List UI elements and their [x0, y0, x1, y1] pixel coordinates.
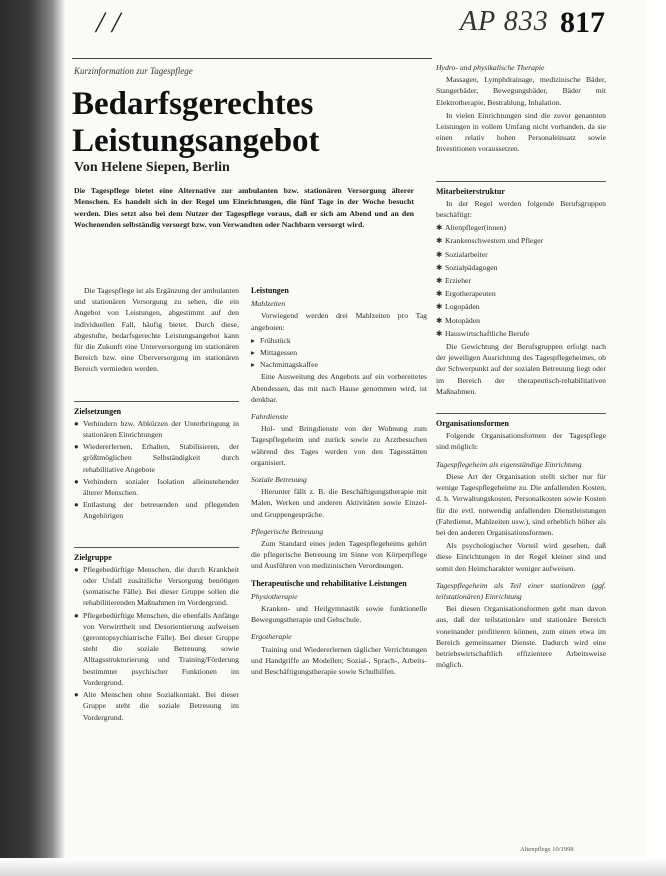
- list-item: ✱ Erzieher: [436, 276, 472, 286]
- list-item: ✱ Hauswirtschaftliche Berufe: [436, 328, 530, 338]
- goals-heading: Zielsetzungen: [74, 406, 122, 416]
- asterisk-icon: ✱: [436, 315, 443, 325]
- meals-text: Vorwiegend werden drei Mahlzeiten pro Tag angeboten:: [251, 311, 427, 332]
- bullet-icon: ●: [74, 564, 79, 574]
- target-list: [74, 564, 239, 723]
- org-intro: Folgende Organisationsformen der Tagespflege sind möglich:: [436, 431, 606, 452]
- transport-heading: Fahrdienste: [251, 412, 288, 422]
- bullet-icon: ●: [74, 500, 79, 510]
- org1-text: Diese Art der Organisation stellt sicher nur für wenige Tagespflegeheime zu. Die anfallenden Kosten, d. h. Verwaltungskosten, Personalkosten sowie Kosten für die evtl. notwendig anfallenden Dienstleistungen (Fahrdienst, Mahlzeiten usw.), sind erheblich höher als bei den anderen Organisationsformen.: [436, 471, 606, 537]
- article-title: Bedarfsgerechtes Leistungsangebot: [72, 86, 320, 159]
- staff-heading: Mitarbeiterstruktur: [436, 186, 505, 196]
- asterisk-icon: ✱: [436, 328, 443, 338]
- asterisk-icon: ✱: [436, 223, 443, 233]
- asterisk-icon: ✱: [436, 262, 443, 272]
- header-rule: [72, 58, 432, 59]
- meals-list: [251, 335, 427, 371]
- social-text: Hierunter fällt z. B. die Beschäftigungstherapie mit Malen, Werken und anderen Aktivitäten sowie Einzel- und Gruppengespräche.: [251, 487, 427, 519]
- footer-stamp: Altenpflege 10/1998: [520, 846, 574, 853]
- org1-note: Als psychologischer Vorteil wird gesehen, daß diese Einrichtungen in der Regel kleiner sind und somit den Heimcharakter weniger aufweisen.: [436, 541, 606, 573]
- staff-intro: In der Regel werden folgende Berufsgruppen beschäftigt:: [436, 198, 606, 220]
- list-item: ▸ Mittagessen: [251, 348, 298, 358]
- bullet-icon: ●: [74, 418, 79, 428]
- ergo-text: Training und Wiedererlernen täglicher Verrichtungen und Handgriffe an Modellen; Sozial-, Sprach-, Arbeits- und Beschäftigungstherapie sowie Schulhilfen.: [251, 644, 427, 677]
- bullet-icon: ●: [74, 610, 79, 620]
- bullet-icon: ▸: [251, 348, 255, 358]
- list-item: ✱ Motopäden: [436, 315, 481, 325]
- physio-text: Kranken- und Heilgymnastik sowie funktionelle Bewegungstherapie und Gehschule.: [251, 604, 427, 625]
- bullet-icon: ●: [74, 690, 79, 700]
- bullet-icon: ●: [74, 476, 79, 486]
- section-rule: [74, 547, 239, 548]
- handwritten-code: AP 833: [460, 6, 549, 37]
- column-1: [74, 285, 239, 724]
- list-item: ✱ Ergotherapeuten: [436, 289, 496, 299]
- hydro-note: In vielen Einrichtungen sind die zuvor genannten Leistungen in vollem Umfang nicht vorhanden, da sie einen relativ hohen Personaleinsatz sowie Investitionen voraussetzen.: [436, 110, 606, 154]
- article-author: Von Helene Siepen, Berlin: [74, 160, 230, 175]
- asterisk-icon: ✱: [436, 236, 443, 246]
- list-item: ✱ Krankenschwestern und Pfleger: [436, 236, 544, 246]
- bullet-icon: ●: [74, 442, 79, 452]
- list-item: ● Wiedererlernen, Erhalten, Stabilisieren, der größtmöglichen Selbständigkeit durch rehabilitative Angebote: [74, 442, 239, 474]
- staff-note: Die Gewichtung der Berufsgruppen erfolgt nach der jeweiligen Ausrichtung des Tagespflegeheimes, ob der Schwerpunkt auf der sozialen Betreuung liegt oder im Bereich der therapeutisch-rehabilitativen Maßnahmen.: [436, 342, 606, 396]
- list-item: ▸ Nachmittagskaffee: [251, 360, 318, 370]
- kicker: Kurzinformation zur Tagespflege: [74, 66, 193, 76]
- physio-heading: Physiotherapie: [251, 591, 298, 601]
- scan-bottom-edge: [0, 858, 666, 876]
- meals-note: Eine Ausweitung des Angebots auf ein vorbereitetes Abendessen, das mit nach Hause genommen wird, ist denkbar.: [251, 372, 427, 404]
- list-item: ● Alte Menschen ohne Sozialkontakt. Bei dieser Gruppe steht die soziale Betreuung im Vordergrund.: [74, 690, 239, 722]
- section-rule: [436, 181, 606, 182]
- hydro-text: Massagen, Lymphdrainage, medizinische Bäder, Stangerbäder, Bewegungsbäder, Bäder mit Elektrotherapie, Bestrahlung, Inhalation.: [436, 75, 606, 107]
- hydro-heading: Hydro- und physikalische Therapie: [436, 63, 545, 72]
- section-rule: [436, 413, 606, 414]
- list-item: ● Verhindern bzw. Abkürzen der Unterbringung in stationären Einrichtungen: [74, 418, 239, 440]
- therapy-heading: Therapeutische und rehabilitative Leistungen: [251, 578, 407, 588]
- org-heading: Organisationsformen: [436, 419, 509, 429]
- staff-list: [436, 222, 606, 339]
- section-rule: [74, 401, 239, 402]
- intro-paragraph: Die Tagespflege ist als Ergänzung der ambulanten und stationären Versorgung zu sehen, die ein Angebot von Leistungen, abgestimmt auf den individuellen Fall, häufig bietet. Durch diese, abgestufte, bedarfsgerechte Leistungsangebot kann für die Zukunft eine Unterversorgung im stationären Bereich bzw. eine Überversorgung im stationären Bereich vermieden werden.: [74, 286, 239, 374]
- transport-text: Hol- und Bringdienste von der Wohnung zum Tagespflegeheim und zurück sowie zu Arztbesuchen während des Tages werden von den Tagesstätten organisiert.: [251, 424, 427, 467]
- asterisk-icon: ✱: [436, 276, 443, 286]
- list-item: ● Pflegebedürftige Menschen, die durch Krankheit oder Unfall zusätzliche Versorgung benötigen (somatische Fälle). Bei dieser Gruppe sollen die rehabilitierenden Maßnahmen im Vordergrund.: [74, 564, 239, 608]
- list-item: ✱ Logopäden: [436, 302, 480, 312]
- asterisk-icon: ✱: [436, 302, 443, 312]
- org1-heading: Tagespflegeheim als eigenständige Einrichtung: [436, 459, 582, 469]
- list-item: ● Pflegebedürftige Menschen, die ebenfalls Anfänge von Verwirrtheit und Desorientierung aufweisen (gerontopsychiatrische Fälle). Bei dieser Gruppe steht die soziale Betreuung sowie Alltagsstrukturierung und Training/Förderung bestimmter psychischer Funktionen im Vordergrund.: [74, 610, 239, 687]
- list-item: ● Entlastung der betreuenden und pflegenden Angehörigen: [74, 500, 239, 521]
- social-heading: Soziale Betreuung: [251, 475, 307, 485]
- goals-list: [74, 418, 239, 522]
- services-heading: Leistungen: [251, 286, 289, 295]
- ergo-heading: Ergotherapie: [251, 632, 292, 642]
- meals-heading: Mahlzeiten: [251, 299, 286, 309]
- bullet-icon: ▸: [251, 335, 255, 345]
- org2-heading: Tagespflegeheim als Teil einer stationären (ggf. teilstationären) Einrichtung: [436, 580, 606, 601]
- list-item: ✱ Altenpfleger(innen): [436, 223, 507, 233]
- asterisk-icon: ✱: [436, 249, 443, 259]
- asterisk-icon: ✱: [436, 289, 443, 299]
- care-text: Zum Standard eines jeden Tagespflegeheims gehört die pflegerische Betreuung im Sinne von Körperpflege und Ausführen von medizinischen Verordnungen.: [251, 539, 427, 571]
- handwritten-mark: / /: [96, 6, 121, 39]
- page-number: 817: [560, 6, 605, 39]
- column-2: [251, 285, 427, 679]
- target-heading: Zielgruppe: [74, 552, 112, 562]
- scan-shadow: [0, 0, 66, 876]
- care-heading: Pflegerische Betreuung: [251, 526, 324, 536]
- list-item: ✱ Sozialarbeiter: [436, 249, 488, 259]
- article-lead: Die Tagespflege bietet eine Alternative zur ambulanten bzw. stationären Versorgung älterer Menschen. Es handelt sich in der Regel um Einrichtungen, die fünf Tage in der Woche besucht werden. Dies setzt also bei dem Nutzer der Tagespflege voraus, daß er sich am Abend und an den Wochenenden selbständig versorgt bzw. von Verwandten oder Nachbarn versorgt wird.: [74, 186, 414, 230]
- bullet-icon: ▸: [251, 360, 255, 370]
- list-item: ▸ Frühstück: [251, 335, 291, 345]
- list-item: ✱ Sozialpädagogen: [436, 262, 498, 272]
- column-3: [436, 62, 606, 672]
- org2-text: Bei diesen Organisationsformen geht man davon aus, daß der teilstationäre und stationäre Bereich voneinander profitieren können, zum einen etwa im Bereich gemeinsamer Dienste. Dadurch wird eine betriebswirtschaftlich effizientere Arbeitsweise möglich.: [436, 604, 606, 670]
- list-item: ● Verhindern sozialer Isolation alleinstehender älterer Menschen.: [74, 476, 239, 498]
